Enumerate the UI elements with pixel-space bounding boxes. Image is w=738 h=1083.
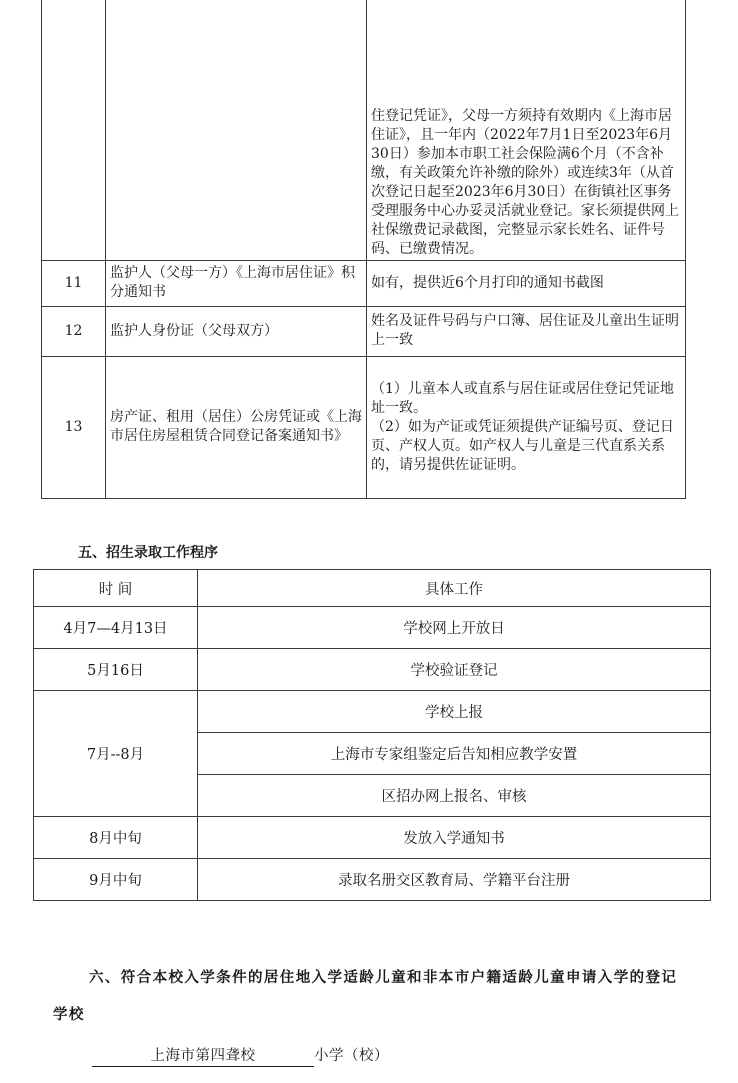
condition-cell: 住登记凭证》，父母一方须持有效期内《上海市居住证》，且一年内（2022年7月1日至2023年6月30日）参加本市职工社会保险满6个月（不含补缴，有关政策允许补缴的除外）或连续3年（从首次登记日起至2023年6月30日）在街镇社区事务受理服务中心办妥灵活就业登记。家长须提供网上社保缴费记录截图，完整显示家长姓名、证件号码、已缴费情况。 (367, 0, 686, 260)
work-cell: 学校验证登记 (198, 649, 711, 691)
condition-cell: 姓名及证件号码与户口簿、居住证及儿童出生证明上一致 (367, 306, 686, 356)
table-row (42, 356, 686, 498)
school-name: 上海市第四聋校 (92, 1046, 314, 1067)
table-row (34, 649, 711, 691)
section-6-heading: 六、符合本校入学条件的居住地入学适龄儿童和非本市户籍适龄儿童申请入学的登记学校 (53, 970, 678, 1023)
table-row (34, 691, 711, 733)
no-cell: 13 (42, 356, 106, 498)
table-row (34, 817, 711, 859)
school-suffix: 小学（校） (314, 1048, 389, 1064)
no-cell: 12 (42, 306, 106, 356)
table-header-row (34, 570, 711, 607)
time-cell: 5月16日 (34, 649, 198, 691)
no-cell: 11 (42, 260, 106, 306)
condition-line: （1）儿童本人或直系与居住证或居住登记凭证地址一致。 (371, 380, 674, 416)
table-row (42, 306, 686, 356)
material-cell: 监护人身份证（父母双方） (106, 306, 367, 356)
work-cell: 学校网上开放日 (198, 607, 711, 649)
work-cell: 学校上报 (198, 691, 711, 733)
header-time: 时 间 (34, 570, 198, 607)
material-cell: 监护人（父母一方）《上海市居住证》积分通知书 (106, 260, 367, 306)
time-cell: 9月中旬 (34, 859, 198, 901)
header-work: 具体工作 (198, 570, 711, 607)
table-row-continuation (42, 0, 686, 260)
time-cell: 7月--8月 (34, 691, 198, 817)
condition-line: （2）如为产证或凭证须提供产证编号页、登记日页、产权人页。如产权人与儿童是三代直系关系的，请另提供佐证证明。 (371, 418, 674, 473)
materials-table (41, 0, 686, 499)
condition-cell (367, 356, 686, 498)
table-row (42, 260, 686, 306)
material-cell (106, 0, 367, 260)
no-cell (42, 0, 106, 260)
schedule-table (33, 569, 711, 901)
work-cell: 发放入学通知书 (198, 817, 711, 859)
work-cell: 区招办网上报名、审核 (198, 775, 711, 817)
time-cell: 4月7—4月13日 (34, 607, 198, 649)
work-cell: 录取名册交区教育局、学籍平台注册 (198, 859, 711, 901)
table-row (34, 859, 711, 901)
section-5-heading: 五、招生录取工作程序 (78, 545, 218, 561)
condition-cell: 如有，提供近6个月打印的通知书截图 (367, 260, 686, 306)
material-cell: 房产证、租用（居住）公房凭证或《上海市居住房屋租赁合同登记备案通知书》 (106, 356, 367, 498)
time-cell: 8月中旬 (34, 817, 198, 859)
school-fill-line (92, 1044, 389, 1067)
table-row (34, 607, 711, 649)
work-cell: 上海市专家组鉴定后告知相应教学安置 (198, 733, 711, 775)
